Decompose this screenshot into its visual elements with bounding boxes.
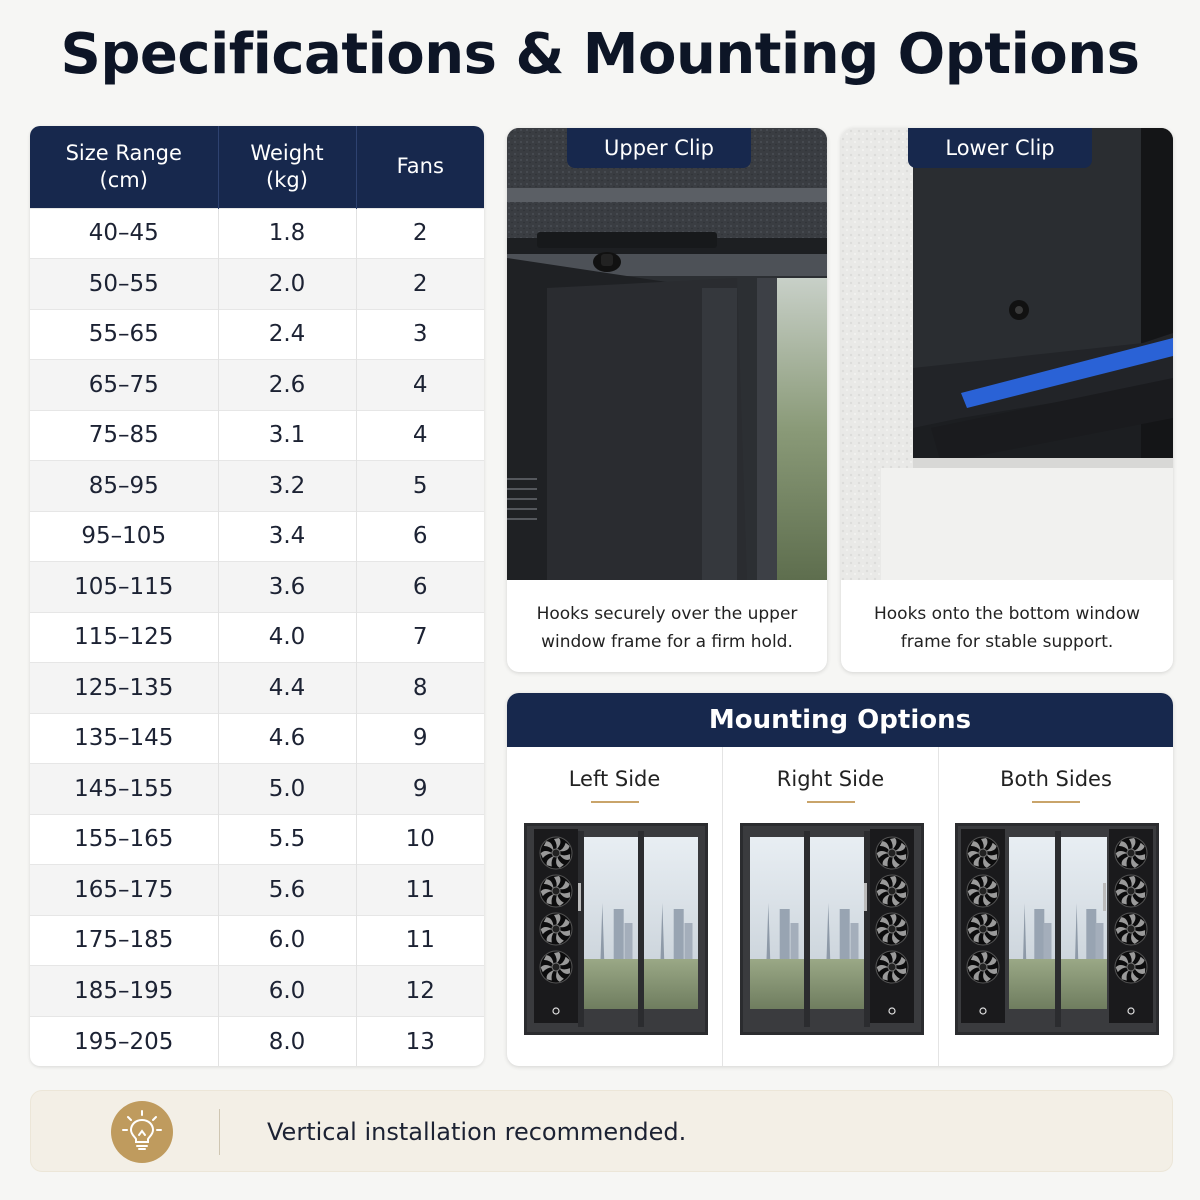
cell-weight: 3.2 <box>218 461 356 512</box>
cell-size-range: 135–145 <box>30 713 218 764</box>
cell-size-range: 55–65 <box>30 309 218 360</box>
cell-fans: 5 <box>356 461 484 512</box>
cell-size-range: 185–195 <box>30 966 218 1017</box>
cell-fans: 9 <box>356 713 484 764</box>
header-size-range: Size Range (cm) <box>30 126 218 208</box>
cell-weight: 2.6 <box>218 360 356 411</box>
option-right-side <box>723 747 939 1066</box>
table-row <box>30 814 484 865</box>
table-row <box>30 259 484 310</box>
cell-fans: 10 <box>356 814 484 865</box>
table-row <box>30 915 484 966</box>
cell-size-range: 50–55 <box>30 259 218 310</box>
cell-fans: 12 <box>356 966 484 1017</box>
cell-size-range: 165–175 <box>30 865 218 916</box>
cell-weight: 2.0 <box>218 259 356 310</box>
table-row <box>30 865 484 916</box>
window-right-fans-illustration <box>740 823 924 1039</box>
page-title: Specifications & Mounting Options <box>60 22 1140 87</box>
table-header-row <box>30 126 484 208</box>
cell-weight: 3.4 <box>218 511 356 562</box>
cell-size-range: 95–105 <box>30 511 218 562</box>
option-label: Right Side <box>776 767 885 791</box>
lower-clip-tag: Lower Clip <box>908 128 1092 168</box>
cell-size-range: 125–135 <box>30 663 218 714</box>
installation-note <box>30 1090 1173 1172</box>
cell-fans: 7 <box>356 612 484 663</box>
cell-weight: 6.0 <box>218 915 356 966</box>
upper-clip-photo <box>507 128 827 580</box>
cell-size-range: 85–95 <box>30 461 218 512</box>
table-row <box>30 663 484 714</box>
cell-size-range: 155–165 <box>30 814 218 865</box>
upper-clip-caption: Hooks securely over the upper window frame for a firm hold. <box>536 604 798 652</box>
table-row <box>30 461 484 512</box>
cell-fans: 6 <box>356 511 484 562</box>
lightbulb-icon <box>111 1101 173 1163</box>
upper-clip-tag: Upper Clip <box>567 128 751 168</box>
cell-fans: 8 <box>356 663 484 714</box>
upper-clip-card <box>507 128 827 672</box>
table-row <box>30 208 484 259</box>
option-both-sides <box>939 747 1173 1066</box>
lower-clip-photo <box>841 128 1173 580</box>
mounting-options-panel <box>507 693 1173 1066</box>
cell-size-range: 145–155 <box>30 764 218 815</box>
table-row <box>30 511 484 562</box>
note-text: Vertical installation recommended. <box>267 1118 687 1146</box>
option-label: Left Side <box>568 767 661 791</box>
note-divider <box>219 1109 220 1155</box>
cell-fans: 4 <box>356 410 484 461</box>
cell-weight: 3.1 <box>218 410 356 461</box>
cell-size-range: 195–205 <box>30 1016 218 1066</box>
cell-fans: 11 <box>356 915 484 966</box>
table-row <box>30 562 484 613</box>
table-row <box>30 764 484 815</box>
table-row <box>30 309 484 360</box>
cell-fans: 4 <box>356 360 484 411</box>
option-left-side <box>507 747 723 1066</box>
table-row <box>30 612 484 663</box>
cell-weight: 5.0 <box>218 764 356 815</box>
option-underline <box>1032 801 1080 803</box>
cell-fans: 9 <box>356 764 484 815</box>
table-row <box>30 410 484 461</box>
cell-weight: 3.6 <box>218 562 356 613</box>
option-underline <box>807 801 855 803</box>
cell-size-range: 175–185 <box>30 915 218 966</box>
cell-weight: 5.6 <box>218 865 356 916</box>
cell-weight: 1.8 <box>218 208 356 259</box>
option-label: Both Sides <box>1000 767 1112 791</box>
cell-fans: 6 <box>356 562 484 613</box>
cell-fans: 11 <box>356 865 484 916</box>
cell-fans: 2 <box>356 208 484 259</box>
cell-fans: 13 <box>356 1016 484 1066</box>
option-underline <box>591 801 639 803</box>
cell-fans: 2 <box>356 259 484 310</box>
cell-size-range: 115–125 <box>30 612 218 663</box>
cell-fans: 3 <box>356 309 484 360</box>
header-fans: Fans <box>356 126 484 208</box>
cell-size-range: 65–75 <box>30 360 218 411</box>
cell-size-range: 40–45 <box>30 208 218 259</box>
cell-weight: 8.0 <box>218 1016 356 1066</box>
cell-weight: 2.4 <box>218 309 356 360</box>
table-row <box>30 966 484 1017</box>
window-both-fans-illustration <box>955 823 1159 1039</box>
cell-weight: 6.0 <box>218 966 356 1017</box>
cell-weight: 4.4 <box>218 663 356 714</box>
table-row <box>30 360 484 411</box>
cell-size-range: 105–115 <box>30 562 218 613</box>
cell-size-range: 75–85 <box>30 410 218 461</box>
lower-clip-caption: Hooks onto the bottom window frame for stable support. <box>873 604 1141 652</box>
lower-clip-card <box>841 128 1173 672</box>
spec-table <box>30 126 484 1066</box>
cell-weight: 4.6 <box>218 713 356 764</box>
mounting-options-title: Mounting Options <box>507 693 1173 747</box>
window-left-fans-illustration <box>524 823 708 1039</box>
cell-weight: 5.5 <box>218 814 356 865</box>
cell-weight: 4.0 <box>218 612 356 663</box>
table-row <box>30 1016 484 1066</box>
header-weight: Weight (kg) <box>218 126 356 208</box>
table-row <box>30 713 484 764</box>
